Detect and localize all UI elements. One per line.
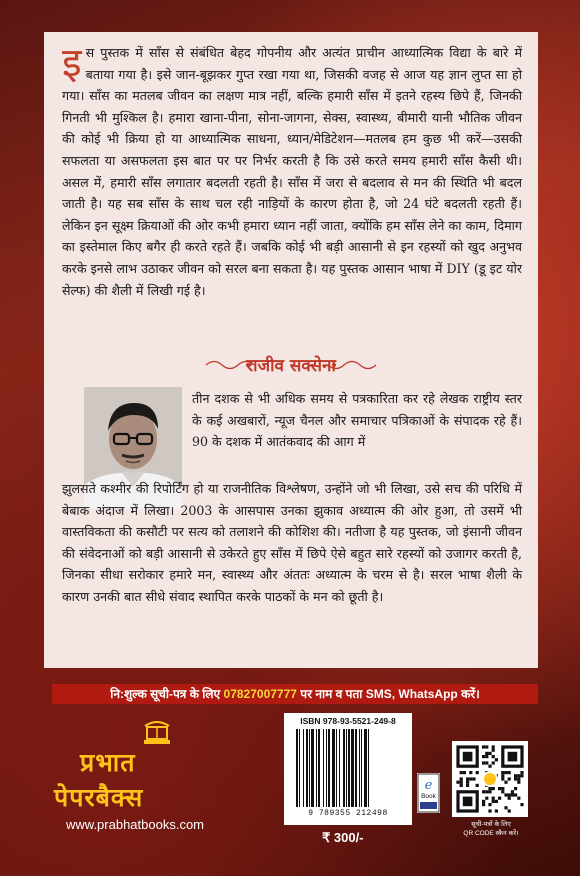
price-label: ₹ 300/- bbox=[322, 830, 364, 845]
barcode-digits: 9 789355 212498 bbox=[308, 809, 388, 818]
drop-cap: इ bbox=[62, 40, 82, 86]
publisher-website[interactable]: www.prabhatbooks.com bbox=[66, 817, 205, 832]
promo-phone: 07827007777 bbox=[223, 687, 297, 701]
author-name: राजीव सक्सेना bbox=[246, 356, 336, 376]
svg-text:Book: Book bbox=[421, 793, 436, 800]
qr-caption bbox=[448, 820, 534, 838]
catalog-promo-strip bbox=[52, 684, 538, 704]
promo-suffix: पर नाम व पता SMS, WhatsApp करें। bbox=[300, 687, 480, 701]
ebook-badge-icon bbox=[417, 773, 440, 813]
publisher-logo-icon bbox=[141, 716, 173, 746]
isbn-label: ISBN 978-93-5521-249-8 bbox=[300, 716, 396, 726]
text-panel bbox=[44, 32, 538, 668]
qr-code[interactable] bbox=[452, 741, 528, 817]
isbn-barcode bbox=[284, 713, 412, 825]
author-bio-intro: तीन दशक से भी अधिक समय से पत्रकारिता कर रहे लेखक राष्ट्रीय स्तर के कई अखबारों, न्यूज चैनल और समाचार पत्रिकाओं के संपादक रहे हैं। 90 के दशक में आतंकवाद की आग में bbox=[192, 391, 522, 450]
svg-text:e: e bbox=[424, 778, 433, 793]
qr-code-icon bbox=[452, 741, 528, 817]
promo-prefix: नि:शुल्क सूची-पत्र के लिए bbox=[110, 687, 221, 701]
qr-caption-line1: सूची-पत्रों के लिए bbox=[471, 821, 511, 828]
publisher-name-line2: पेपरबैक्स bbox=[54, 783, 144, 812]
author-bio-continued: झुलसते कश्मीर की रिपोर्टिंग हो या राजनीतिक विश्लेषण, उन्होंने जो भी लिखा, उसे सच की परिधि में बेबाक अंदाज में लिखा। 2003 के आसपास उनका झुकाव अध्यात्म की ओर हुआ, तो उसमें भी वास्तविकता की कसौटी पर सत्य को तलाशने की कोशिश की। नतीजा है यह पुस्तक, जो इंसानी जीवन की संवेदनाओं को बड़ी आसानी से उकेरते हुए साँस में छिपे ऐसे बहुत सारे रहस्यों को उजागर करती है, जिनका सीधा सरोकार हमारे मन, स्वास्थ्य और अंततः अध्यात्म के चरम से है। सरल भाषा शैली के कारण उनकी बात सीधे संवाद स्थापित करके पाठकों के मन को छूती है। bbox=[62, 481, 522, 604]
publisher-name-line1: प्रभात bbox=[80, 748, 136, 777]
barcode-icon bbox=[294, 729, 402, 809]
intro-text: स पुस्तक में साँस से संबंधित बेहद गोपनीय और अत्यंत प्राचीन आध्यात्मिक विद्या के बारे में बताया गया है। इसे जान-बूझकर गुप्त रखा गया था, जिसकी वजह से आज यह ज्ञान लुप्त सा हो गया। साँस का मतलब जीवन का लक्षण मात्र नहीं, बल्कि हमारी साँस में इतने रहस्य छिपे हैं, जिनकी गिनती भी मुश्किल है। हमारा खाना-पीना, सोना-जागना, सेक्स, स्वास्थ्य, बीमारी यानी भौतिक जीवन की कोई भी क्रिया हो या आध्यात्मिक साधना, ध्यान/मेडिटेशन—मतलब हम कुछ भी करें—उसकी सफलता या असफलता इस बात पर पर निर्भर करती है कि उसे करते समय हमारी साँस कैसी थी। असल में, हमारी साँस लगातार बदलती रहती है। साँस में जरा से बदलाव से मन की स्थिति भी बदल जाती है। यह सब साँस के साथ चल रही नाड़ियों के कारण होता है, जो 24 घंटे बदलती रहती हैं। लेकिन इन सूक्ष्म क्रियाओं की ओर कभी हमारा ध्यान नहीं जाता, क्योंकि हम साँस लेने का काम, दिमाग का इस्तेमाल किए बगैर ही करते रहते हैं। जबकि कोई भी बड़ी आसानी से इन रहस्यों को खुद अनुभव करके इनसे लाभ उठाकर जीवन को सरल बना सकता है। यह पुस्तक आसान भाषा में DIY (डू इट योर सेल्फ) की शैली में लिखी गई है। bbox=[62, 45, 522, 298]
qr-caption-line2: QR CODE स्कैन करें। bbox=[463, 830, 519, 837]
intro-paragraph bbox=[62, 42, 522, 301]
